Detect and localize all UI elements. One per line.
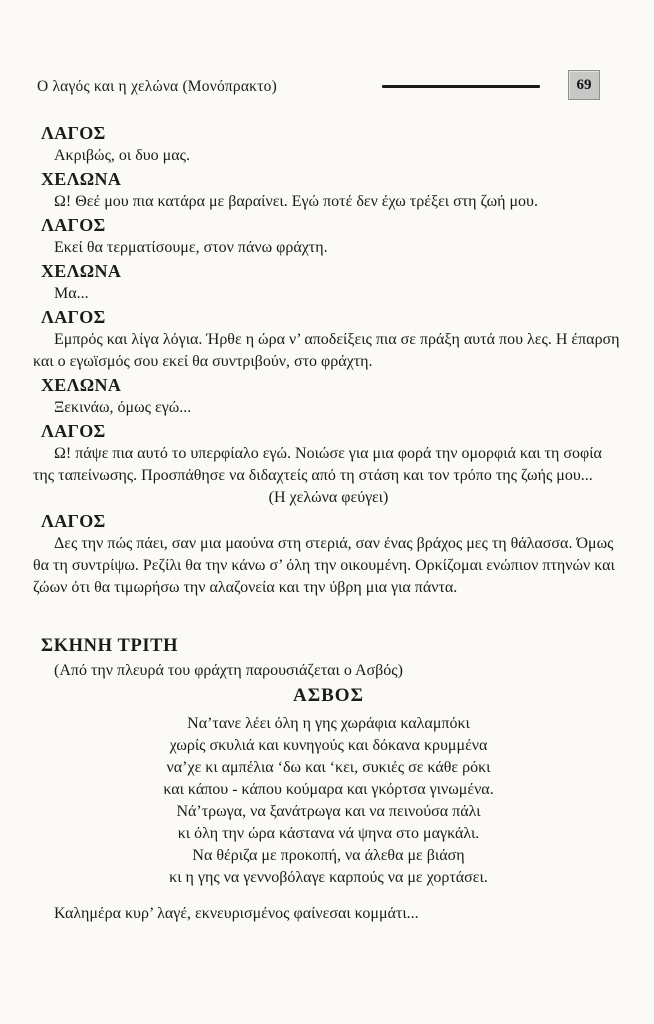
scene-heading: ΣΚΗΝΗ ΤΡΙΤΗ	[41, 636, 179, 656]
dialog-line: Εμπρός και λίγα λόγια. Ήρθε η ώρα ν’ αποδείξεις πια σε πράξη αυτά που λες. Η έπαρση και ο εγωϊσμός σου εκεί θα συντριβούν, στο φράχτη.	[33, 331, 620, 370]
running-title: Ο λαγός και η χελώνα (Μονόπρακτο)	[37, 78, 277, 95]
verse-line: κι η γης να γεννοβόλαγε καρπούς να με χορτάσει.	[169, 869, 488, 886]
page-number-badge: 69	[568, 70, 600, 100]
dialog-line: Δες την πώς πάει, σαν μια μαούνα στη στεριά, σαν ένας βράχος μες τη θάλασσα. Όμως θα τη συντρίψω. Ρεζίλι θα την κάνω σ’ όλη την οικουμένη. Ορκίζομαι ενώπιον πτηνών και ζώων ότι θα τιμωρήσω την αλαζονεία και την ύβρη μια για πάντα.	[33, 535, 615, 596]
closing-dialog-line: Καλημέρα κυρ’ λαγέ, εκνευρισμένος φαίνεσαι κομμάτι...	[54, 905, 419, 922]
dialog-block	[33, 213, 624, 259]
verse-line: και κάπου - κάπου κούμαρα και γκόρτσα γινωμένα.	[163, 781, 494, 798]
verse-line: Νά’τρωγα, να ξανάτρωγα και να πεινούσα πάλι	[176, 803, 481, 820]
verse-line: να’χε κι αμπέλια ‘δω και ‘κει, συκιές σε κάθε ρόκι	[166, 759, 491, 776]
dialog-line: Μα...	[54, 285, 89, 302]
speaker-heading: ΛΑΓΟΣ	[41, 307, 106, 327]
dialog-block	[33, 121, 624, 167]
dialog-block	[33, 259, 624, 305]
speaker-heading: ΧΕΛΩΝΑ	[41, 375, 122, 395]
verse-line: Να’τανε λέει όλη η γης χωράφια καλαμπόκι	[187, 715, 470, 732]
dialog-line: Εκεί θα τερματίσουμε, στον πάνω φράχτη.	[54, 239, 328, 256]
speaker-heading: ΛΑΓΟΣ	[41, 215, 106, 235]
dialog-line: Ξεκινάω, όμως εγώ...	[54, 399, 192, 416]
verse-line: κι όλη την ώρα κάστανα νά ψηνα στο μαγκάλι.	[177, 825, 480, 842]
speaker-heading: ΛΑΓΟΣ	[41, 421, 106, 441]
dialog-line: Ακριβώς, οι δυο μας.	[54, 147, 190, 164]
page-header	[0, 0, 654, 110]
dialog-block	[33, 373, 624, 419]
scene-three-section	[33, 633, 624, 925]
verse-line: Να θέριζα με προκοπή, να άλεθα με βιάση	[192, 847, 465, 864]
speaker-heading: ΛΑΓΟΣ	[41, 123, 106, 143]
dialog-line: Ω! πάψε πια αυτό το υπερφίαλο εγώ. Νοιώσε για μια φορά την ομορφιά και τη σοφία της ταπείνωσης. Προσπάθησε να διδαχτείς από τη στάση και τον τρόπο της ζωής μου...	[33, 445, 602, 484]
script-content	[33, 121, 624, 925]
verse-line: χωρίς σκυλιά και κυνηγούς και δόκανα κρυμμένα	[169, 737, 488, 754]
dialog-block	[33, 419, 624, 487]
dialog-block	[33, 509, 624, 599]
header-rule-divider	[382, 85, 540, 88]
speaker-heading: ΧΕΛΩΝΑ	[41, 261, 122, 281]
dialog-block	[33, 167, 624, 213]
verse-block	[33, 713, 624, 889]
speaker-heading: ΧΕΛΩΝΑ	[41, 169, 122, 189]
speaker-heading: ΛΑΓΟΣ	[41, 511, 106, 531]
dialog-block	[33, 305, 624, 373]
scene-stage-direction: (Από την πλευρά του φράχτη παρουσιάζεται ο Ασβός)	[54, 662, 403, 679]
scene-speaker-heading: ΑΣΒΟΣ	[292, 685, 365, 706]
dialog-line: Ω! Θεέ μου πια κατάρα με βαραίνει. Εγώ ποτέ δεν έχω τρέξει στη ζωή μου.	[54, 193, 538, 210]
stage-direction-centered: (Η χελώνα φεύγει)	[268, 489, 389, 506]
